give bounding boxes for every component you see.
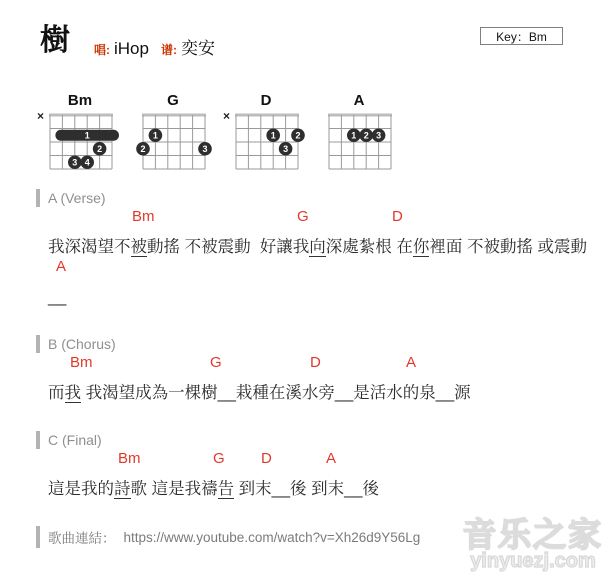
lyric-segment: 裡面 不被動搖 或震動 <box>429 238 588 256</box>
lyric-line <box>48 286 592 308</box>
lyric-segment: 我渴望成為一棵樹__栽種在溪水旁__是活水的泉__源 <box>81 384 471 402</box>
chord-line <box>48 209 592 224</box>
section-label: A (Verse) <box>48 190 106 206</box>
chord-label: G <box>210 354 222 371</box>
chord-grid-svg <box>129 110 217 174</box>
chord-label: D <box>261 450 272 467</box>
song-link-label: 歌曲連結： <box>48 531 116 546</box>
chord-grid-svg <box>222 110 310 174</box>
chord-name: D <box>260 92 272 109</box>
chord-diagrams <box>36 92 403 174</box>
song-section <box>36 430 592 500</box>
lyric-segment: 歌 這是我禱 <box>130 480 218 498</box>
section-bar <box>36 189 40 207</box>
chord-label: D <box>392 208 403 225</box>
lyric-segment-underlined: 我 <box>64 384 81 402</box>
chord-label: G <box>297 208 309 225</box>
chord-line <box>48 451 592 466</box>
section-header <box>36 430 592 450</box>
chord-name: Bm <box>67 92 93 109</box>
lyric-segment-underlined: 被 <box>130 238 147 256</box>
mute-string-mark: × <box>223 110 231 123</box>
section-bar <box>36 335 40 353</box>
section-bar <box>36 431 40 449</box>
chord-diagram-D <box>222 92 310 174</box>
section-label: C (Final) <box>48 432 102 448</box>
chord-diagram-G <box>129 92 217 174</box>
song-section <box>36 188 592 308</box>
svg-text:1: 1 <box>84 130 90 141</box>
lyric-line <box>48 382 592 404</box>
lyric-segment-underlined: 你 <box>412 238 430 256</box>
song-section <box>36 334 592 404</box>
chord-label: A <box>406 354 417 371</box>
chord-grid-svg <box>315 110 403 174</box>
chord-label: Bm <box>70 354 93 371</box>
svg-text:2: 2 <box>295 130 301 141</box>
song-link-url[interactable]: https://www.youtube.com/watch?v=Xh26d9Y56Lg <box>123 529 421 545</box>
svg-text:4: 4 <box>84 157 90 168</box>
lyric-segment: 動搖 不被震動 好讓我 <box>147 238 310 256</box>
chord-name: A <box>353 92 365 109</box>
watermark-domain-text: yinyuezj.com <box>470 550 596 572</box>
lyric-line <box>48 478 592 500</box>
sections <box>36 188 592 548</box>
singer-label: 唱: <box>94 43 110 57</box>
chord-line <box>48 355 592 370</box>
svg-text:3: 3 <box>376 130 382 141</box>
mute-string-mark: × <box>37 110 45 123</box>
singer-value: iHop <box>114 39 149 58</box>
chord-label: Bm <box>118 450 141 467</box>
chord-diagram-Bm <box>36 92 124 174</box>
arranger-label: 谱: <box>160 43 177 57</box>
lyric-segment: 深處紮根 在 <box>325 238 413 256</box>
svg-text:2: 2 <box>97 143 103 154</box>
svg-text:2: 2 <box>363 130 369 141</box>
chord-label: A <box>56 258 67 275</box>
chord-label: A <box>326 450 337 467</box>
section-header <box>36 188 592 208</box>
svg-text:3: 3 <box>202 143 208 154</box>
svg-text:3: 3 <box>72 157 78 168</box>
link-bar <box>36 526 40 548</box>
chord-grid-svg <box>36 110 124 174</box>
lyric-line <box>48 236 592 258</box>
svg-text:1: 1 <box>152 130 158 141</box>
lyric-segment-underlined: 向 <box>309 238 326 256</box>
lyric-segment-underlined: 詩 <box>114 480 131 498</box>
svg-text:1: 1 <box>270 130 276 141</box>
lyric-segment-underlined: 告 <box>217 480 235 498</box>
lyric-segment: 這是我的 <box>48 480 114 498</box>
chord-label: D <box>310 354 321 371</box>
chord-diagram-A <box>315 92 403 174</box>
arranger-value: 奕安 <box>180 39 215 58</box>
chord-name: G <box>167 92 179 109</box>
song-credits <box>94 34 223 59</box>
lyric-segment: 到末__後 到末__後 <box>234 480 379 498</box>
svg-text:1: 1 <box>351 130 357 141</box>
chord-line <box>48 259 592 274</box>
section-label: B (Chorus) <box>48 336 116 352</box>
chord-label: Bm <box>132 208 155 225</box>
key-badge: Key：Bm <box>480 27 563 45</box>
lyric-segment: 我深渴望不 <box>48 238 131 256</box>
watermark-logo-text: 音乐之家 <box>463 515 603 553</box>
lyric-segment: __ <box>48 288 67 306</box>
chord-label: G <box>213 450 225 467</box>
svg-text:3: 3 <box>283 143 289 154</box>
song-link-row <box>36 526 592 548</box>
song-title: 樹 <box>40 24 70 57</box>
lyric-segment: 而 <box>48 384 65 402</box>
section-header <box>36 334 592 354</box>
svg-text:2: 2 <box>140 143 146 154</box>
